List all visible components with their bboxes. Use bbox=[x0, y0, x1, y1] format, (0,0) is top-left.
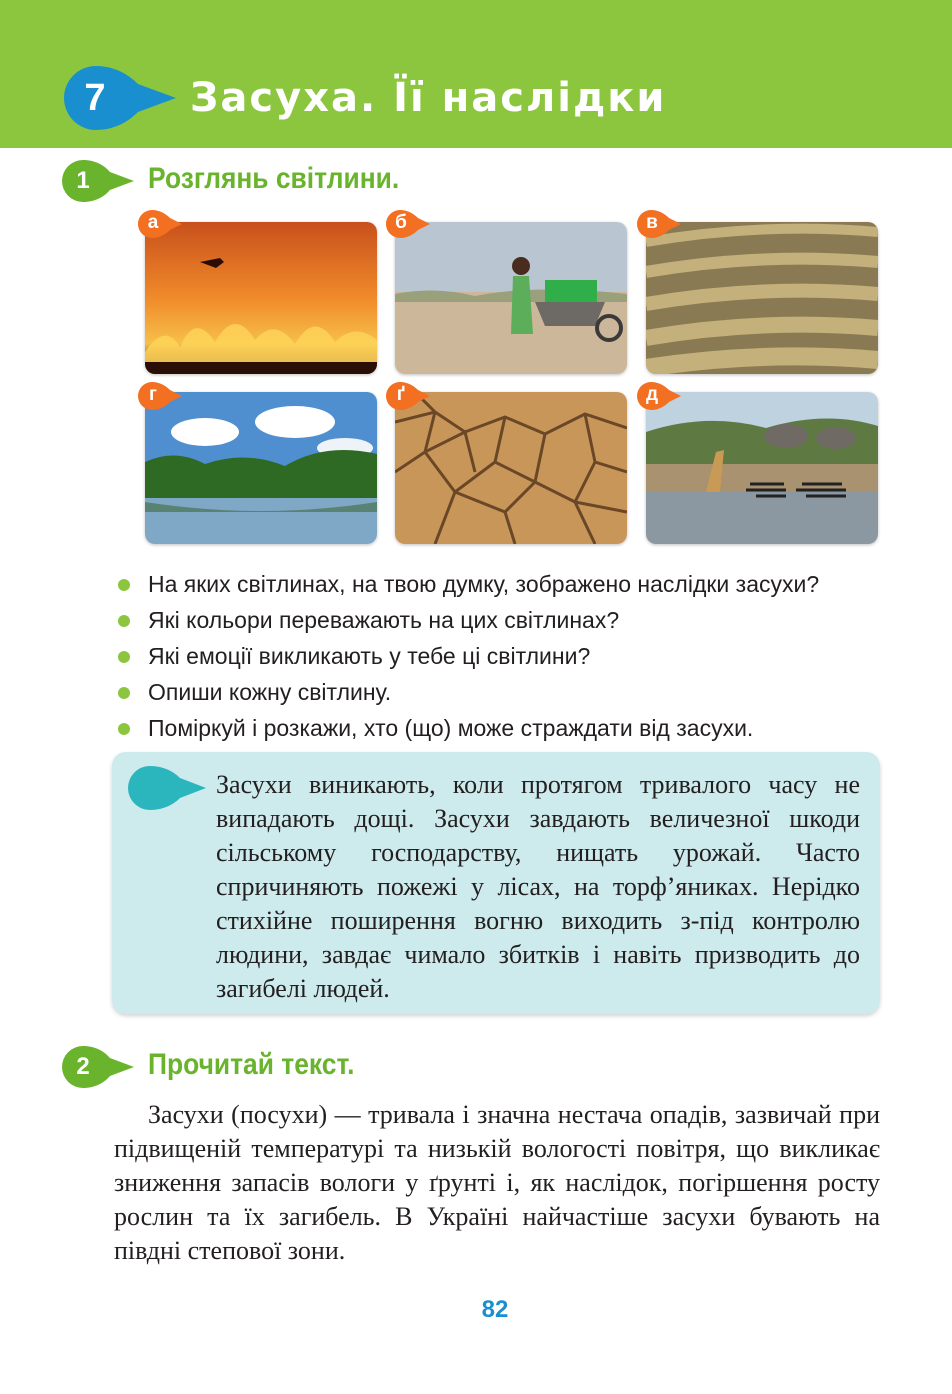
bullet-dot-icon bbox=[118, 615, 130, 627]
photo-d-label: д bbox=[645, 384, 659, 405]
list-item: Які емоції викликають у тебе ці світлини? bbox=[114, 638, 914, 674]
task-2-badge bbox=[62, 1046, 136, 1088]
reading-text: Засухи (посухи) — тривала і значна нестача опадів, зазвичай при підвищеній температурі та низькій вологості повітря, що викликає зниження запасів вологи у ґрунті і, як наслідок, погіршення росту рослин та їх загибель. В Україні найчастіше засухи бувають на півдні степової зони. bbox=[114, 1100, 880, 1265]
lesson-number-badge bbox=[64, 66, 176, 130]
task-1-title: Розглянь світлини. bbox=[148, 162, 400, 195]
task-1-number: 1 bbox=[76, 167, 90, 194]
task-2-number: 2 bbox=[76, 1053, 90, 1080]
bullet-dot-icon bbox=[118, 579, 130, 591]
list-item: Опиши кожну світлину. bbox=[114, 674, 914, 710]
photo-d-tag bbox=[637, 382, 681, 410]
list-item: На яких світлинах, на твою думку, зображено наслідки засухи? bbox=[114, 566, 914, 602]
photo-g2-tag bbox=[386, 382, 430, 410]
photo-a-label: а bbox=[147, 212, 159, 233]
photo-g-river-landscape bbox=[145, 392, 377, 544]
photo-b-label: б bbox=[395, 212, 407, 233]
list-item: Поміркуй і розкажи, хто (що) може страждати від засухи. bbox=[114, 710, 914, 746]
photo-v-dry-field bbox=[646, 222, 878, 374]
list-item: Які кольори переважають на цих світлинах? bbox=[114, 602, 914, 638]
task-2-title: Прочитай текст. bbox=[148, 1048, 355, 1081]
task-1-badge bbox=[62, 160, 136, 202]
photo-g2-label: ґ bbox=[396, 384, 406, 405]
photo-g2-cracked-earth bbox=[395, 392, 627, 544]
lesson-title: Засуха. Її наслідки bbox=[190, 75, 667, 121]
bullet-dot-icon bbox=[118, 723, 130, 735]
photo-v-label: в bbox=[646, 212, 658, 233]
bullet-dot-icon bbox=[118, 651, 130, 663]
question-list bbox=[114, 566, 914, 746]
lesson-number: 7 bbox=[84, 77, 106, 119]
info-text: Засухи виникають, коли протягом тривалого часу не випадають дощі. Засухи завдають величезної шкоди сільському господарству, нищать урожай. Часто спричиняють пожежі у лісах, на торф’яниках. Нерідко стихійне поширення вогню виходить з-під контролю людини, завдає чимало збитків і навіть призводить до загибелі людей. bbox=[216, 770, 860, 1003]
bullet-dot-icon bbox=[118, 687, 130, 699]
photo-d-animals-at-waterhole bbox=[646, 392, 878, 544]
photo-b-tag bbox=[386, 210, 430, 238]
photo-a-tag bbox=[138, 210, 182, 238]
page-number: 82 bbox=[481, 1296, 509, 1323]
photo-b-girl-with-wheelbarrow bbox=[395, 222, 627, 374]
photo-v-tag bbox=[637, 210, 681, 238]
photo-g-tag bbox=[138, 382, 182, 410]
info-drop-icon bbox=[128, 766, 206, 810]
photo-a-forest-fire bbox=[145, 222, 377, 374]
photo-g-label: г bbox=[149, 384, 157, 405]
